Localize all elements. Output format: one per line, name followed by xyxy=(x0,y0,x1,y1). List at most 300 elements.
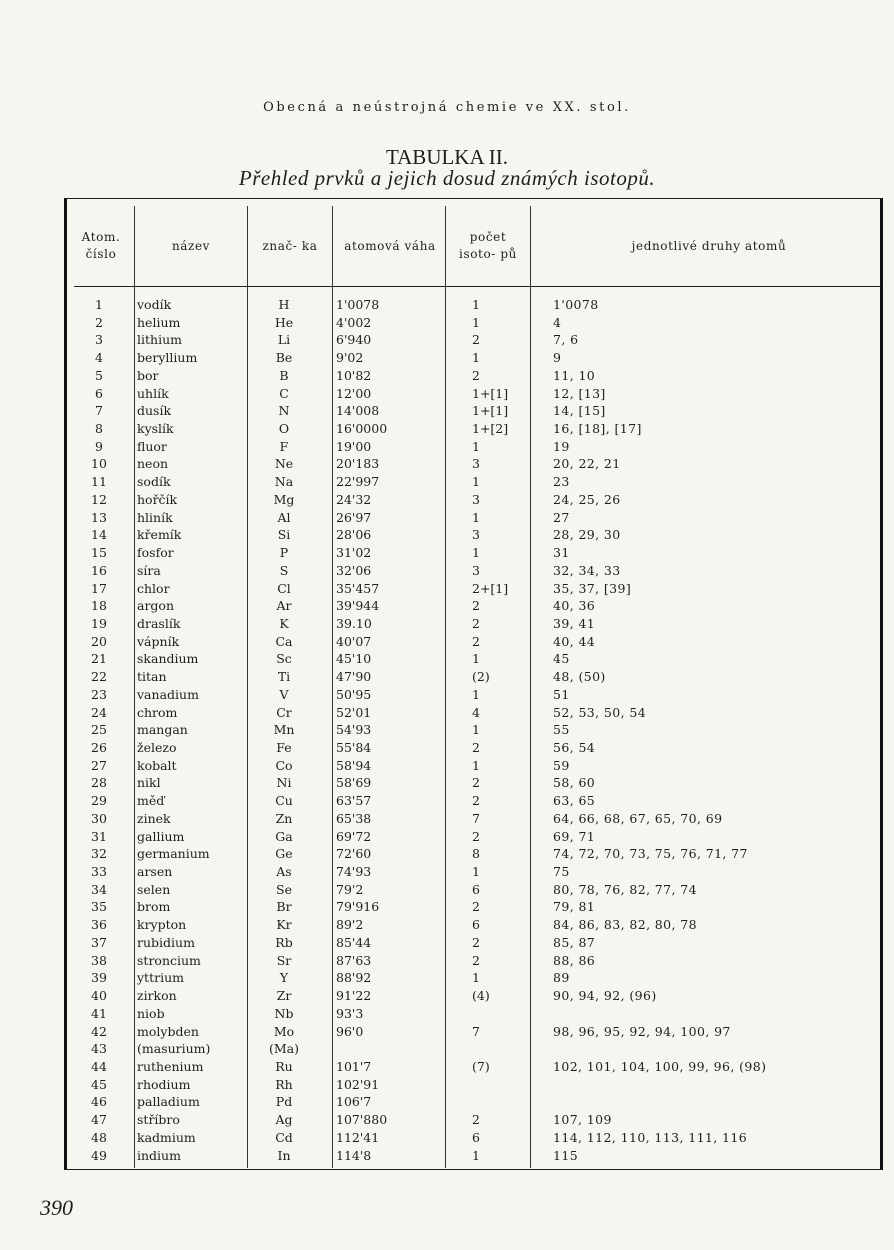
table-row xyxy=(66,1111,876,1129)
element-name-cell: niob xyxy=(137,1005,165,1021)
atomic-number-cell: 11 xyxy=(91,474,107,490)
symbol-cell: Sr xyxy=(276,952,292,968)
symbol-cell: P xyxy=(279,545,289,561)
element-name-cell: palladium xyxy=(137,1094,200,1110)
atomic-weight-cell: 112'41 xyxy=(336,1129,380,1145)
element-name-cell: síra xyxy=(137,562,161,578)
element-name-cell: bor xyxy=(137,367,159,383)
isotope-count-cell: 1+[2] xyxy=(472,421,509,437)
element-name-cell: uhlík xyxy=(137,385,169,401)
isotope-masses-cell: 28, 29, 30 xyxy=(553,527,621,543)
isotope-masses-cell: 58, 60 xyxy=(553,775,596,791)
atomic-number-cell: 36 xyxy=(91,917,107,933)
atomic-number-cell: 48 xyxy=(91,1129,107,1145)
element-name-cell: hořčík xyxy=(137,491,178,507)
table-row xyxy=(66,1076,876,1094)
atomic-number-cell: 40 xyxy=(91,988,107,1004)
element-name-cell: yttrium xyxy=(137,970,184,986)
symbol-cell: Mo xyxy=(273,1023,295,1039)
atomic-weight-cell: 10'82 xyxy=(336,367,372,383)
table-row xyxy=(66,650,876,668)
symbol-cell: Li xyxy=(277,332,291,348)
atomic-weight-cell: 89'2 xyxy=(336,917,364,933)
atomic-number-cell: 26 xyxy=(91,740,107,755)
atomic-weight-cell: 58'69 xyxy=(336,775,372,791)
isotope-count-cell: (7) xyxy=(472,1058,490,1074)
symbol-cell: Zr xyxy=(276,988,292,1004)
element-name-cell: draslík xyxy=(137,615,181,631)
symbol-cell: Ar xyxy=(276,598,292,614)
isotope-count-cell: 8 xyxy=(472,846,480,862)
symbol-cell: Y xyxy=(279,970,289,986)
isotope-count-cell: 3 xyxy=(472,491,480,507)
element-name-cell: beryllium xyxy=(137,350,198,366)
atomic-number-cell: 29 xyxy=(91,793,107,809)
table-row xyxy=(66,615,876,633)
symbol-cell: K xyxy=(279,615,289,631)
table-row xyxy=(66,580,876,598)
atomic-weight-cell: 39'944 xyxy=(336,598,380,614)
element-name-cell: hliník xyxy=(137,509,173,525)
symbol-cell: N xyxy=(278,403,290,419)
isotope-masses-cell: 35, 37, [39] xyxy=(553,580,632,596)
isotope-count-cell: 6 xyxy=(472,881,480,897)
atomic-weight-cell: 9'02 xyxy=(336,350,364,366)
element-name-cell: sodík xyxy=(137,474,171,490)
table-row xyxy=(66,916,876,934)
atomic-weight-cell: 88'92 xyxy=(336,970,372,986)
atomic-weight-cell: 19'00 xyxy=(336,438,372,454)
table-row xyxy=(66,845,876,863)
element-name-cell: železo xyxy=(137,740,177,755)
symbol-cell: Na xyxy=(274,474,294,490)
atomic-number-cell: 21 xyxy=(91,651,107,667)
symbol-cell: V xyxy=(279,686,289,702)
atomic-weight-cell: 4'002 xyxy=(336,314,372,330)
symbol-cell: Be xyxy=(275,350,293,366)
atomic-number-cell: 39 xyxy=(91,970,107,986)
isotope-count-cell: 2 xyxy=(472,740,480,755)
element-name-cell: zinek xyxy=(137,810,171,826)
table-row xyxy=(66,828,876,846)
atomic-weight-cell: 20'183 xyxy=(336,456,380,472)
atomic-number-cell: 43 xyxy=(91,1041,107,1057)
table-row xyxy=(66,739,876,757)
isotope-masses-cell: 12, [13] xyxy=(553,385,606,401)
table-row xyxy=(66,1147,876,1165)
symbol-cell: Br xyxy=(276,899,292,915)
header-atomic-number: Atom. číslo xyxy=(81,230,121,261)
element-name-cell: germanium xyxy=(137,846,210,862)
isotope-masses-cell: 79, 81 xyxy=(553,899,596,915)
table-row xyxy=(66,562,876,580)
element-name-cell: fluor xyxy=(137,438,167,454)
isotope-count-cell: 1 xyxy=(472,1147,480,1163)
atomic-weight-cell: 22'997 xyxy=(336,474,380,490)
isotope-count-cell: 6 xyxy=(472,917,480,933)
atomic-weight-cell: 106'7 xyxy=(336,1094,372,1110)
element-name-cell: molybden xyxy=(137,1023,199,1039)
atomic-weight-cell: 32'06 xyxy=(336,562,372,578)
isotope-count-cell: (4) xyxy=(472,988,490,1004)
symbol-cell: Ti xyxy=(277,669,291,685)
element-name-cell: helium xyxy=(137,314,181,330)
atomic-number-cell: 9 xyxy=(95,438,103,454)
symbol-cell: Ca xyxy=(275,633,293,649)
atomic-weight-cell: 28'06 xyxy=(336,527,372,543)
isotope-masses-cell: 85, 87 xyxy=(553,934,596,950)
atomic-weight-cell: 16'0000 xyxy=(336,421,388,437)
atomic-number-cell: 45 xyxy=(91,1076,107,1092)
table-row xyxy=(66,544,876,562)
element-name-cell: křemík xyxy=(137,527,182,543)
header-symbol: znač- ka xyxy=(262,238,318,253)
isotope-masses-cell: 27 xyxy=(553,509,570,525)
atomic-number-cell: 25 xyxy=(91,722,107,738)
atomic-weight-cell: 39.10 xyxy=(336,615,372,631)
symbol-cell: Se xyxy=(276,881,292,897)
atomic-number-cell: 6 xyxy=(95,385,103,401)
table-title: TABULKA II. xyxy=(386,145,508,169)
isotope-count-cell: 1 xyxy=(472,474,480,490)
table-row xyxy=(66,509,876,527)
isotope-masses-cell: 102, 101, 104, 100, 99, 96, (98) xyxy=(553,1058,767,1074)
atomic-weight-cell: 50'95 xyxy=(336,686,372,702)
isotope-count-cell: 4 xyxy=(472,704,480,720)
isotope-masses-cell: 59 xyxy=(553,757,570,773)
isotope-masses-cell: 31 xyxy=(553,545,570,561)
table-row xyxy=(66,473,876,491)
symbol-cell: Zn xyxy=(275,810,293,826)
isotope-count-cell: 1 xyxy=(472,350,480,366)
symbol-cell: Cr xyxy=(276,704,292,720)
atomic-number-cell: 28 xyxy=(91,775,107,791)
atomic-number-cell: 14 xyxy=(91,527,107,543)
element-name-cell: skandium xyxy=(137,651,199,667)
table-row xyxy=(66,969,876,987)
table-row xyxy=(66,987,876,1005)
symbol-cell: Rb xyxy=(275,934,293,950)
isotope-masses-cell: 84, 86, 83, 82, 80, 78 xyxy=(553,917,697,933)
atomic-number-cell: 13 xyxy=(91,509,107,525)
atomic-number-cell: 49 xyxy=(91,1147,107,1163)
header-isotope-count: počet isoto- pů xyxy=(459,230,517,261)
table-row xyxy=(66,934,876,952)
symbol-cell: Ge xyxy=(275,846,293,862)
atomic-weight-cell: 114'8 xyxy=(336,1147,372,1163)
isotope-masses-cell: 11, 10 xyxy=(553,367,596,383)
symbol-cell: Ru xyxy=(275,1058,293,1074)
symbol-cell: Sc xyxy=(276,651,292,667)
atomic-number-cell: 37 xyxy=(91,934,107,950)
symbol-cell: B xyxy=(279,367,289,383)
atomic-number-cell: 27 xyxy=(91,757,107,773)
isotope-masses-cell: 52, 53, 50, 54 xyxy=(553,704,647,720)
atomic-weight-cell: 24'32 xyxy=(336,491,372,507)
atomic-weight-cell: 55'84 xyxy=(336,740,372,755)
isotope-masses-cell: 80, 78, 76, 82, 77, 74 xyxy=(553,881,697,897)
isotope-count-cell: 2+[1] xyxy=(472,580,509,596)
element-name-cell: kobalt xyxy=(137,757,177,773)
element-name-cell: stroncium xyxy=(137,952,201,968)
element-name-cell: kadmium xyxy=(137,1129,196,1145)
header-isotope-masses: jednotlivé druhy atomů xyxy=(631,238,787,253)
symbol-cell: In xyxy=(277,1147,291,1163)
table-row xyxy=(66,721,876,739)
symbol-cell: Kr xyxy=(276,917,292,933)
atomic-weight-cell: 102'91 xyxy=(336,1076,380,1092)
symbol-cell: Mg xyxy=(273,491,295,507)
atomic-weight-cell: 31'02 xyxy=(336,545,372,561)
table-row xyxy=(66,757,876,775)
isotope-masses-cell: 115 xyxy=(553,1147,579,1163)
isotope-masses-cell: 24, 25, 26 xyxy=(553,491,621,507)
atomic-weight-cell: 54'93 xyxy=(336,722,372,738)
element-name-cell: měď xyxy=(137,793,165,809)
table-row xyxy=(66,704,876,722)
symbol-cell: H xyxy=(278,297,290,312)
isotope-count-cell: 3 xyxy=(472,456,480,472)
symbol-cell: Cl xyxy=(277,580,291,596)
element-name-cell: indium xyxy=(137,1147,181,1163)
running-head: Obecná a neústrojná chemie ve XX. stol. xyxy=(263,100,631,115)
table-row xyxy=(66,1023,876,1041)
atomic-number-cell: 23 xyxy=(91,686,107,702)
symbol-cell: F xyxy=(279,438,289,454)
table-row xyxy=(66,296,876,314)
atomic-weight-cell: 91'22 xyxy=(336,988,372,1004)
isotope-masses-cell: 40, 44 xyxy=(553,633,596,649)
atomic-number-cell: 22 xyxy=(91,669,107,685)
atomic-number-cell: 33 xyxy=(91,864,107,880)
table-row xyxy=(66,792,876,810)
element-name-cell: rubidium xyxy=(137,934,195,950)
isotope-masses-cell: 16, [18], [17] xyxy=(553,421,642,437)
header-name: název xyxy=(171,238,211,253)
symbol-cell: Ne xyxy=(274,456,294,472)
table-row xyxy=(66,385,876,403)
table-row xyxy=(66,1005,876,1023)
table-row xyxy=(66,367,876,385)
isotope-count-cell: 1+[1] xyxy=(472,385,509,401)
table-subtitle: Přehled prvků a jejich dosud známých isotopů. xyxy=(238,166,656,190)
atomic-weight-cell: 85'44 xyxy=(336,934,372,950)
isotope-masses-cell: 14, [15] xyxy=(553,403,606,419)
isotope-masses-cell: 48, (50) xyxy=(553,669,606,685)
element-name-cell: vápník xyxy=(137,633,180,649)
symbol-cell: Pd xyxy=(275,1094,293,1110)
atomic-number-cell: 5 xyxy=(95,367,103,383)
element-name-cell: vodík xyxy=(137,297,172,312)
atomic-number-cell: 2 xyxy=(95,314,103,330)
atomic-number-cell: 16 xyxy=(91,562,107,578)
atomic-weight-cell: 63'57 xyxy=(336,793,372,809)
table-row xyxy=(66,952,876,970)
atomic-number-cell: 24 xyxy=(91,704,107,720)
atomic-number-cell: 4 xyxy=(95,350,103,366)
isotope-masses-cell: 45 xyxy=(553,651,570,667)
symbol-cell: O xyxy=(278,421,290,437)
isotope-count-cell: 2 xyxy=(472,332,480,348)
isotope-masses-cell: 98, 96, 95, 92, 94, 100, 97 xyxy=(553,1023,731,1039)
isotope-count-cell: 1 xyxy=(472,297,480,312)
isotope-count-cell: 2 xyxy=(472,367,480,383)
symbol-cell: Ag xyxy=(275,1112,293,1128)
element-name-cell: kyslík xyxy=(137,421,174,437)
symbol-cell: As xyxy=(276,864,292,880)
atomic-weight-cell: 93'3 xyxy=(336,1005,364,1021)
table-row xyxy=(66,314,876,332)
atomic-number-cell: 17 xyxy=(91,580,107,596)
table-row xyxy=(66,668,876,686)
table-row xyxy=(66,349,876,367)
atomic-weight-cell: 45'10 xyxy=(336,651,372,667)
atomic-number-cell: 20 xyxy=(91,633,107,649)
atomic-number-cell: 34 xyxy=(91,881,107,897)
isotope-count-cell: 3 xyxy=(472,562,480,578)
table-row xyxy=(66,526,876,544)
isotope-masses-cell: 40, 36 xyxy=(553,598,596,614)
atomic-weight-cell: 40'07 xyxy=(336,633,372,649)
atomic-number-cell: 15 xyxy=(91,545,107,561)
isotope-masses-cell: 7, 6 xyxy=(553,332,579,348)
isotope-count-cell: 2 xyxy=(472,899,480,915)
isotope-count-cell: 1 xyxy=(472,970,480,986)
isotope-masses-cell: 114, 112, 110, 113, 111, 116 xyxy=(553,1129,748,1145)
element-name-cell: stříbro xyxy=(137,1112,180,1128)
element-name-cell: neon xyxy=(137,456,169,472)
symbol-cell: Rh xyxy=(275,1076,293,1092)
table-row xyxy=(66,402,876,420)
element-name-cell: vanadium xyxy=(137,686,199,702)
isotope-masses-cell: 107, 109 xyxy=(553,1112,612,1128)
atomic-number-cell: 8 xyxy=(95,421,103,437)
isotope-masses-cell: 51 xyxy=(553,686,570,702)
isotope-count-cell: 2 xyxy=(472,775,480,791)
atomic-number-cell: 1 xyxy=(95,297,103,312)
isotope-count-cell: 1 xyxy=(472,722,480,738)
isotope-count-cell: 1 xyxy=(472,509,480,525)
isotope-masses-cell: 75 xyxy=(553,864,570,880)
atomic-number-cell: 30 xyxy=(91,810,107,826)
atomic-number-cell: 3 xyxy=(95,332,103,348)
isotope-count-cell: 1 xyxy=(472,757,480,773)
atomic-weight-cell: 14'008 xyxy=(336,403,380,419)
element-name-cell: nikl xyxy=(137,775,161,791)
symbol-cell: He xyxy=(274,314,294,330)
element-name-cell: arsen xyxy=(137,864,173,880)
atomic-weight-cell: 107'880 xyxy=(336,1112,388,1128)
isotope-masses-cell: 69, 71 xyxy=(553,828,596,844)
atomic-weight-cell: 72'60 xyxy=(336,846,372,862)
header-rule xyxy=(74,286,881,287)
isotope-masses-cell: 88, 86 xyxy=(553,952,596,968)
atomic-weight-cell: 69'72 xyxy=(336,828,372,844)
isotope-masses-cell: 23 xyxy=(553,474,570,490)
table-row xyxy=(66,810,876,828)
isotope-masses-cell: 1'0078 xyxy=(553,297,599,312)
symbol-cell: Cd xyxy=(275,1129,293,1145)
isotope-count-cell: (2) xyxy=(472,669,490,685)
page-number: 390 xyxy=(40,1195,73,1220)
symbol-cell: Cu xyxy=(275,793,293,809)
isotope-count-cell: 2 xyxy=(472,793,480,809)
isotope-count-cell: 1 xyxy=(472,864,480,880)
isotope-masses-cell: 90, 94, 92, (96) xyxy=(553,988,657,1004)
isotope-masses-cell: 89 xyxy=(553,970,570,986)
isotope-masses-cell: 19 xyxy=(553,438,570,454)
table-row xyxy=(66,1093,876,1111)
atomic-number-cell: 7 xyxy=(95,403,103,419)
isotope-count-cell: 2 xyxy=(472,952,480,968)
symbol-cell: Fe xyxy=(276,740,292,755)
atomic-number-cell: 18 xyxy=(91,598,107,614)
symbol-cell: S xyxy=(279,562,289,578)
atomic-weight-cell: 96'0 xyxy=(336,1023,364,1039)
isotope-count-cell: 1 xyxy=(472,545,480,561)
atomic-weight-cell: 1'0078 xyxy=(336,297,380,312)
atomic-number-cell: 38 xyxy=(91,952,107,968)
isotope-masses-cell: 9 xyxy=(553,350,562,366)
isotope-masses-cell: 39, 41 xyxy=(553,615,596,631)
atomic-number-cell: 47 xyxy=(91,1112,107,1128)
atomic-weight-cell: 47'90 xyxy=(336,669,372,685)
symbol-cell: Al xyxy=(277,509,291,525)
element-name-cell: brom xyxy=(137,899,171,915)
element-name-cell: selen xyxy=(137,881,171,897)
isotope-masses-cell: 4 xyxy=(553,314,562,330)
atomic-weight-cell: 74'93 xyxy=(336,864,372,880)
element-name-cell: ruthenium xyxy=(137,1058,204,1074)
header-atomic-weight: atomová váha xyxy=(344,238,436,253)
element-name-cell: chlor xyxy=(137,580,170,596)
element-name-cell: chrom xyxy=(137,704,178,720)
symbol-cell: (Ma) xyxy=(268,1041,299,1057)
table-row xyxy=(66,881,876,899)
symbol-cell: Ga xyxy=(275,828,293,844)
isotope-count-cell: 2 xyxy=(472,1112,480,1128)
table-row xyxy=(66,455,876,473)
isotope-count-cell: 2 xyxy=(472,633,480,649)
atomic-weight-cell: 79'916 xyxy=(336,899,380,915)
isotope-count-cell: 1 xyxy=(472,651,480,667)
isotope-masses-cell: 20, 22, 21 xyxy=(553,456,621,472)
atomic-weight-cell: 101'7 xyxy=(336,1058,372,1074)
atomic-number-cell: 19 xyxy=(91,615,107,631)
atomic-weight-cell: 26'97 xyxy=(336,509,372,525)
element-name-cell: argon xyxy=(137,598,175,614)
isotope-masses-cell: 63, 65 xyxy=(553,793,596,809)
isotope-count-cell: 1 xyxy=(472,314,480,330)
element-name-cell: gallium xyxy=(137,828,185,844)
isotope-count-cell: 1 xyxy=(472,438,480,454)
isotope-masses-cell: 32, 34, 33 xyxy=(553,562,621,578)
table-row xyxy=(66,633,876,651)
isotope-count-cell: 7 xyxy=(472,810,480,826)
element-name-cell: titan xyxy=(137,669,167,685)
symbol-cell: Nb xyxy=(274,1005,294,1021)
atomic-weight-cell: 79'2 xyxy=(336,881,364,897)
table-row xyxy=(66,1040,876,1058)
symbol-cell: Co xyxy=(275,757,293,773)
atomic-weight-cell: 87'63 xyxy=(336,952,372,968)
table-row xyxy=(66,1058,876,1076)
table-row xyxy=(66,597,876,615)
element-name-cell: zirkon xyxy=(137,988,177,1004)
isotope-count-cell: 7 xyxy=(472,1023,480,1039)
isotope-count-cell: 2 xyxy=(472,934,480,950)
isotope-count-cell: 2 xyxy=(472,598,480,614)
